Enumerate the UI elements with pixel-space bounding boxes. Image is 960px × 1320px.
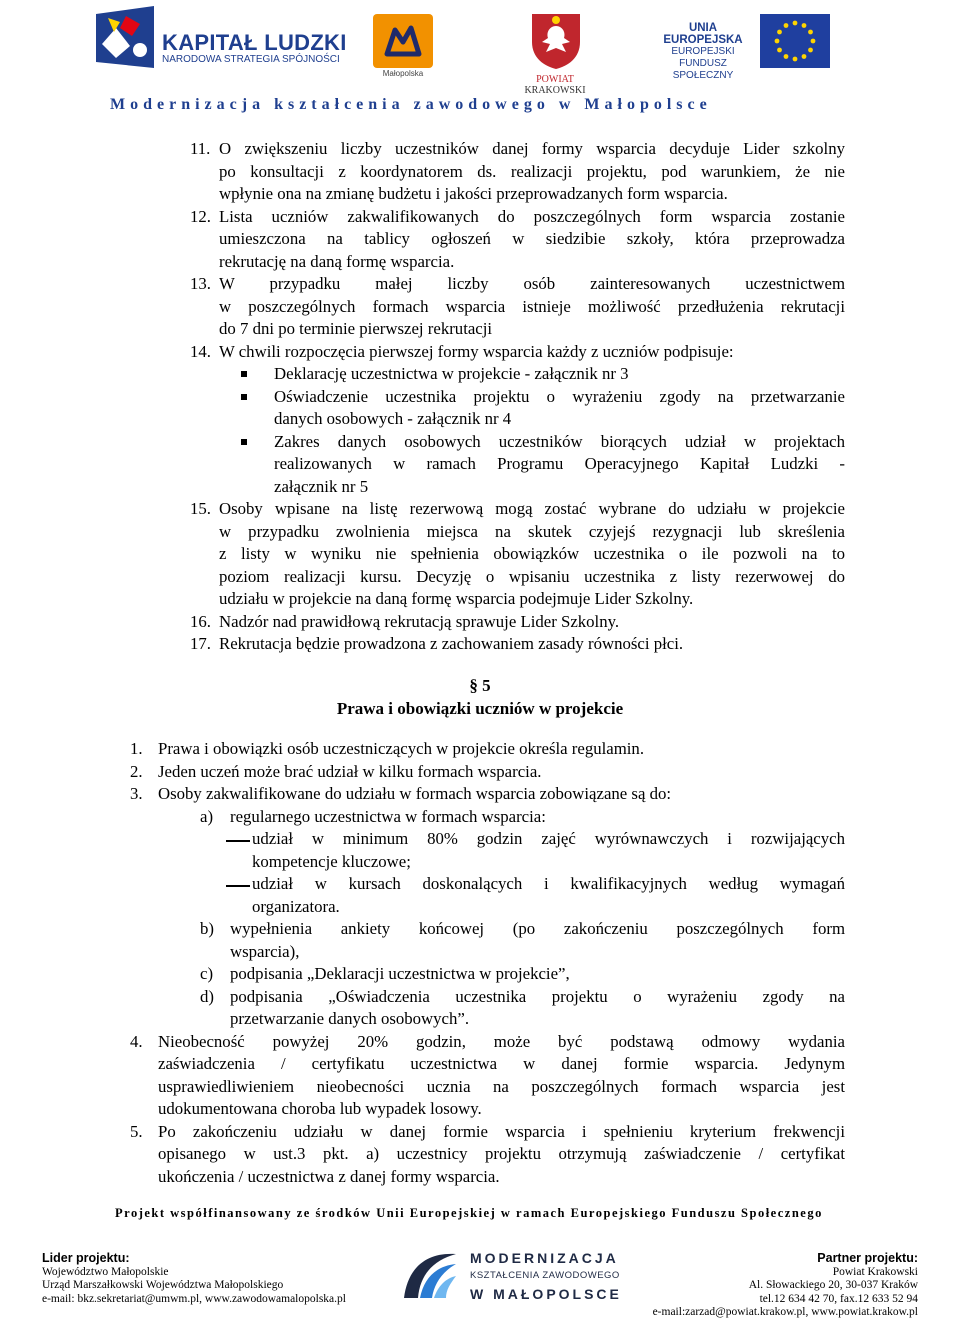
item-text-line: Prawa i obowiązki osób uczestniczących w projekcie określa regulamin.: [158, 739, 645, 758]
malopolska-logo-icon: [373, 14, 433, 68]
powiat-label-line1: POWIAT: [536, 74, 574, 85]
powiat-label-line2: KRAKOWSKI: [524, 85, 586, 96]
footer-partner: [653, 1252, 918, 1320]
item-text-line: umieszczona na tablicy ogłoszeń w siedzibie szkoły, która przeprowadza: [219, 229, 845, 248]
bullet-text-line: załącznik nr 5: [274, 476, 369, 496]
dash-text-line: kompetencje kluczowe;: [252, 851, 411, 871]
item-text-line: opisanego w ust.3 pkt. a) uczestnicy projektu otrzymują zaświadczenie / certyfikat: [158, 1144, 845, 1163]
powiat-krakowski-coat-of-arms-icon: [530, 12, 582, 70]
item-number: 15.: [190, 499, 211, 518]
lider-line: Województwo Małopolskie: [42, 1265, 169, 1278]
item-number: 12.: [190, 206, 211, 226]
item-text-line: do 7 dni po terminie pierwszej rekrutacji: [219, 319, 493, 338]
item-number: 17.: [190, 634, 211, 653]
item-number: 3.: [130, 784, 143, 803]
item-number: 2.: [130, 761, 143, 781]
item-text-line: udokumentowana choroba lub wypadek losowy.: [158, 1099, 482, 1118]
item-letter: b): [200, 919, 214, 938]
modernizacja-word1: MODERNIZACJA: [470, 1250, 619, 1266]
bullet-text-line: Deklarację uczestnictwa w projekcie - załącznik nr 3: [274, 364, 629, 383]
item-number: 11.: [190, 139, 211, 158]
dash-text-line: udział w minimum 80% godzin zajęć wyrównawczych i rozwijających: [252, 829, 845, 848]
item-number: 13.: [190, 274, 211, 293]
malopolska-label: Małopolska: [382, 69, 424, 78]
item-text-line: w przypadku zwolnienia miejsca na skutek czyjejś rezygnacji lub skreślenia: [219, 521, 845, 541]
item-text-line: w poszczególnych formach wsparcia istnieje możliwość przedłużenia rekrutacji: [219, 296, 845, 316]
item-text-line: Po zakończeniu udziału w danej formie wsparcia i spełnieniu kryterium frekwencji: [158, 1121, 845, 1141]
item-text-line: Osoby zakwalifikowane do udziału w formach wsparcia zobowiązane są do:: [158, 784, 672, 803]
square-bullet-icon: [241, 371, 247, 377]
item-text-line: Jeden uczeń może brać udział w kilku formach wsparcia.: [158, 761, 542, 781]
eu-line3: FUNDUSZ SPOŁECZNY: [672, 58, 734, 81]
bullet-text-line: Oświadczenie uczestnika projektu o wyrażeniu zgody na przetwarzanie: [274, 386, 845, 406]
lider-line: Urząd Marszałkowski Województwa Małopolskiego: [42, 1279, 284, 1291]
partner-line: tel.12 634 42 70, fax.12 633 52 94: [759, 1292, 918, 1305]
item-text-line: Nieobecność powyżej 20% godzin, może być podstawą odmowy wydania: [158, 1031, 845, 1051]
bullet-text-line: realizowanych w ramach Programu Operacyjnego Kapitał Ludzki -: [274, 454, 845, 473]
dash-text-line: organizatora.: [252, 896, 340, 916]
item-number: 16.: [190, 611, 211, 631]
bullet-text-line: Zakres danych osobowych uczestników biorących udział w projektach: [274, 431, 845, 451]
item-text-line: wpłynie ona na zmianę budżetu i jakości przeprowadzanych form wsparcia.: [219, 184, 728, 203]
eu-line2: EUROPEJSKI: [671, 46, 735, 57]
modernizacja-word3: W MAŁOPOLSCE: [470, 1286, 622, 1302]
section-title: Prawa i obowiązki uczniów w projekcie: [336, 699, 624, 718]
item-text-line: wypełnienia ankiety końcowej (po zakończeniu poszczególnych form: [230, 919, 845, 938]
item-text-line: Lista uczniów zakwalifikowanych do poszczególnych form wsparcia zostanie: [219, 206, 845, 226]
lider-heading: Lider projektu:: [42, 1251, 130, 1265]
eu-line1: UNIA EUROPEJSKA: [663, 22, 743, 46]
item-text-line: poziom realizacji kursu. Decyzję o wpisaniu uczestnika z listy rezerwowej do: [219, 566, 845, 586]
dash-bullet-icon: [226, 840, 250, 842]
item-text-line: usprawiedliwieniem nieobecności ucznia na poszczególnych formach wsparcia jest: [158, 1076, 845, 1096]
kapital-ludzki-title: KAPITAŁ LUDZKI: [162, 30, 347, 55]
item-text-line: rekrutację na daną formę wsparcia.: [219, 251, 455, 271]
item-number: 14.: [190, 341, 211, 361]
eu-flag-icon: [760, 14, 830, 68]
item-letter: d): [200, 986, 214, 1006]
modernizacja-logo-icon: [398, 1246, 460, 1306]
item-text-line: zaświadczenia / certyfikatu uczestnictwa w danej formie wsparcia. Jedynym: [158, 1054, 845, 1073]
item-text-line: W chwili rozpoczęcia pierwszej formy wsparcia każdy z uczniów podpisuje:: [219, 341, 734, 361]
item-text-line: z listy w wyniku nie spełnienia obowiązków uczestnika o ile pozwoli na to: [219, 544, 845, 563]
partner-line: Powiat Krakowski: [832, 1265, 918, 1278]
item-text-line: Osoby wpisane na listę rezerwową mogą zostać wybrane do udziału w projekcie: [219, 499, 845, 518]
eu-text-block: [648, 22, 758, 82]
item-text-line: Nadzór nad prawidłową rekrutacją sprawuje Lider Szkolny.: [219, 611, 620, 631]
header-banner: Modernizacja kształcenia zawodowego w Małopolsce: [110, 96, 712, 113]
footer-cofinancing-line: Projekt współfinansowany ze środków Unii Europejskiej w ramach Europejskiego Funduszu Społecznego: [115, 1206, 823, 1220]
dash-bullet-icon: [226, 885, 250, 887]
item-text-line: po konsultacji z koordynatorem ds. realizacji projektu, pod warunkiem, że nie: [219, 161, 845, 181]
item-text-line: podpisania „Deklaracji uczestnictwa w projekcie”,: [230, 964, 570, 983]
kapital-ludzki-subtitle: NARODOWA STRATEGIA SPÓJNOŚCI: [162, 54, 340, 65]
footer-lider: [42, 1252, 346, 1306]
item-text-line: regularnego uczestnictwa w formach wsparcia:: [230, 806, 546, 826]
section-symbol: § 5: [469, 676, 491, 695]
bullet-text-line: danych osobowych - załącznik nr 4: [274, 409, 512, 428]
item-letter: c): [200, 964, 214, 983]
item-number: 4.: [130, 1031, 143, 1051]
dash-text-line: udział w kursach doskonalących i kwalifikacyjnych według wymagań: [252, 874, 845, 893]
modernizacja-word2: KSZTAŁCENIA ZAWODOWEGO: [470, 1270, 620, 1281]
partner-heading: Partner projektu:: [817, 1251, 918, 1265]
item-number: 1.: [130, 739, 143, 758]
square-bullet-icon: [241, 394, 247, 400]
item-text-line: O zwiększeniu liczby uczestników danej formy wsparcia decyduje Lider szkolny: [219, 139, 845, 158]
item-number: 5.: [130, 1121, 143, 1141]
item-text-line: ukończenia / uczestnictwa z danej formy wsparcia.: [158, 1166, 500, 1186]
lider-line: e-mail: bkz.sekretariat@umwm.pl, www.zawodowamalopolska.pl: [42, 1292, 346, 1305]
item-text-line: podpisania „Oświadczenia uczestnika projektu o wyrażeniu zgody na: [230, 986, 845, 1006]
item-letter: a): [200, 806, 214, 826]
section-heading: [220, 674, 740, 720]
item-text-line: wsparcia),: [230, 941, 300, 961]
partner-line: Al. Słowackiego 20, 30-037 Kraków: [748, 1279, 918, 1291]
square-bullet-icon: [241, 439, 247, 445]
item-text-line: Rekrutacja będzie prowadzona z zachowaniem zasady równości płci.: [219, 634, 684, 653]
partner-line: e-mail:zarzad@powiat.krakow.pl, www.powiat.krakow.pl: [652, 1306, 918, 1318]
item-text-line: przetwarzanie danych osobowych”.: [230, 1009, 470, 1028]
item-text-line: W przypadku małej liczby osób zainteresowanych uczestnictwem: [219, 274, 845, 293]
item-text-line: udziału w projekcie na daną formę wsparcia podejmuje Lider Szkolny.: [219, 589, 694, 608]
